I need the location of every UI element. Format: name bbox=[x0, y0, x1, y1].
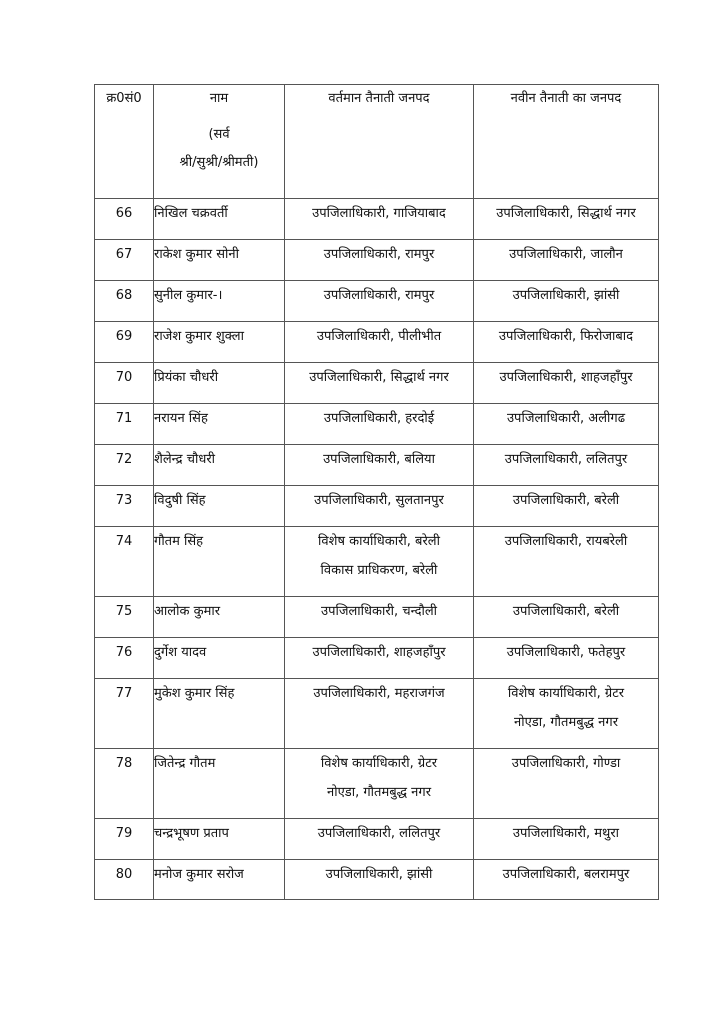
table-row bbox=[95, 597, 659, 638]
serial-number-cell bbox=[95, 486, 154, 527]
serial-number-cell bbox=[95, 445, 154, 486]
current-posting-line: उपजिलाधिकारी, रामपुर bbox=[323, 288, 435, 303]
officer-name-cell bbox=[154, 404, 285, 445]
new-posting-cell bbox=[474, 363, 659, 404]
serial-number: 75 bbox=[115, 604, 133, 619]
new-posting-line: उपजिलाधिकारी, रायबरेली bbox=[504, 534, 628, 549]
new-posting-line: उपजिलाधिकारी, अलीगढ bbox=[506, 411, 626, 426]
current-posting-line: विशेष कार्याधिकारी, बरेली bbox=[318, 534, 440, 549]
new-posting-cell bbox=[474, 638, 659, 679]
new-posting-cell bbox=[474, 404, 659, 445]
serial-number: 80 bbox=[115, 867, 133, 882]
new-posting-line: उपजिलाधिकारी, बरेली bbox=[512, 493, 620, 508]
officer-name: मुकेश कुमार सिंह bbox=[154, 686, 235, 701]
current-posting-line: विकास प्राधिकरण, बरेली bbox=[320, 563, 438, 578]
new-posting-line: विशेष कार्याधिकारी, ग्रेटर bbox=[507, 686, 625, 701]
serial-number-cell bbox=[95, 638, 154, 679]
serial-number: 74 bbox=[115, 534, 133, 549]
current-posting-line: उपजिलाधिकारी, हरदोई bbox=[323, 411, 435, 426]
officer-name-cell bbox=[154, 445, 285, 486]
serial-number: 67 bbox=[115, 247, 133, 262]
officer-name-cell bbox=[154, 322, 285, 363]
new-posting-cell bbox=[474, 749, 659, 819]
current-posting-cell bbox=[285, 281, 474, 322]
new-posting-line: उपजिलाधिकारी, शाहजहाँपुर bbox=[499, 370, 633, 385]
header-current-posting: वर्तमान तैनाती जनपद bbox=[285, 85, 474, 199]
officer-name-cell bbox=[154, 281, 285, 322]
serial-number: 73 bbox=[115, 493, 133, 508]
serial-number-cell bbox=[95, 199, 154, 240]
officer-name-cell bbox=[154, 819, 285, 860]
table-row bbox=[95, 199, 659, 240]
serial-number-cell bbox=[95, 819, 154, 860]
officer-name: मनोज कुमार सरोज bbox=[154, 867, 244, 882]
officer-name: प्रियंका चौधरी bbox=[154, 370, 219, 385]
officer-name-cell bbox=[154, 679, 285, 749]
serial-number: 72 bbox=[115, 452, 133, 467]
table-row bbox=[95, 860, 659, 900]
current-posting-cell bbox=[285, 597, 474, 638]
table-row bbox=[95, 819, 659, 860]
table-row bbox=[95, 363, 659, 404]
table-row bbox=[95, 638, 659, 679]
transfer-table bbox=[94, 84, 659, 900]
new-posting-line: उपजिलाधिकारी, ललितपुर bbox=[504, 452, 628, 467]
table-row bbox=[95, 404, 659, 445]
officer-name-cell bbox=[154, 199, 285, 240]
current-posting-cell bbox=[285, 322, 474, 363]
current-posting-line: विशेष कार्याधिकारी, ग्रेटर bbox=[320, 756, 438, 771]
officer-name-cell bbox=[154, 597, 285, 638]
header-name-line2: (सर्व bbox=[208, 127, 230, 142]
officer-name: सुनील कुमार-। bbox=[154, 288, 223, 303]
current-posting-line: उपजिलाधिकारी, सुलतानपुर bbox=[314, 493, 444, 508]
officer-name: विदुषी सिंह bbox=[154, 493, 206, 508]
officer-name: निखिल चक्रवर्ती bbox=[154, 206, 228, 221]
new-posting-cell bbox=[474, 486, 659, 527]
current-posting-cell bbox=[285, 404, 474, 445]
new-posting-line: उपजिलाधिकारी, गोण्डा bbox=[511, 756, 621, 771]
new-posting-cell bbox=[474, 281, 659, 322]
header-name bbox=[154, 85, 285, 199]
serial-number: 69 bbox=[115, 329, 133, 344]
table-row bbox=[95, 240, 659, 281]
officer-name-cell bbox=[154, 240, 285, 281]
current-posting-line: उपजिलाधिकारी, पीलीभीत bbox=[316, 329, 442, 344]
officer-name-cell bbox=[154, 860, 285, 900]
new-posting-line: उपजिलाधिकारी, बलरामपुर bbox=[502, 867, 630, 882]
new-posting-line: उपजिलाधिकारी, मथुरा bbox=[512, 826, 620, 841]
current-posting-line: उपजिलाधिकारी, रामपुर bbox=[323, 247, 435, 262]
serial-number-cell bbox=[95, 597, 154, 638]
new-posting-cell bbox=[474, 240, 659, 281]
table-row bbox=[95, 486, 659, 527]
serial-number: 68 bbox=[115, 288, 133, 303]
officer-name-cell bbox=[154, 527, 285, 597]
new-posting-line: उपजिलाधिकारी, बरेली bbox=[512, 604, 620, 619]
current-posting-cell bbox=[285, 638, 474, 679]
serial-number-cell bbox=[95, 363, 154, 404]
serial-number-cell bbox=[95, 404, 154, 445]
officer-name-cell bbox=[154, 486, 285, 527]
officer-name-cell bbox=[154, 363, 285, 404]
current-posting-line: उपजिलाधिकारी, बलिया bbox=[323, 452, 435, 467]
new-posting-line: उपजिलाधिकारी, जालौन bbox=[509, 247, 623, 262]
current-posting-line: उपजिलाधिकारी, झांसी bbox=[325, 867, 433, 882]
serial-number: 76 bbox=[115, 645, 133, 660]
current-posting-line: उपजिलाधिकारी, महराजगंज bbox=[313, 686, 445, 701]
table-body bbox=[95, 199, 659, 900]
serial-number-cell bbox=[95, 679, 154, 749]
table-row bbox=[95, 322, 659, 363]
current-posting-cell bbox=[285, 527, 474, 597]
new-posting-line: नोएडा, गौतमबुद्ध नगर bbox=[513, 715, 619, 730]
serial-number-cell bbox=[95, 322, 154, 363]
header-name-line1: नाम bbox=[209, 91, 229, 106]
current-posting-cell bbox=[285, 679, 474, 749]
header-serial-number: क्र0सं0 bbox=[95, 85, 154, 199]
new-posting-cell bbox=[474, 860, 659, 900]
current-posting-cell bbox=[285, 819, 474, 860]
current-posting-line: नोएडा, गौतमबुद्ध नगर bbox=[326, 785, 432, 800]
current-posting-cell bbox=[285, 749, 474, 819]
table-row bbox=[95, 281, 659, 322]
new-posting-cell bbox=[474, 819, 659, 860]
serial-number-cell bbox=[95, 749, 154, 819]
serial-number: 70 bbox=[115, 370, 133, 385]
table-row bbox=[95, 679, 659, 749]
table-row bbox=[95, 749, 659, 819]
new-posting-line: उपजिलाधिकारी, सिद्धार्थ नगर bbox=[496, 206, 636, 221]
officer-name: गौतम सिंह bbox=[154, 534, 204, 549]
officer-name: दुर्गेश यादव bbox=[154, 645, 207, 660]
new-posting-cell bbox=[474, 322, 659, 363]
current-posting-line: उपजिलाधिकारी, ललितपुर bbox=[317, 826, 441, 841]
table-header-row bbox=[95, 85, 659, 199]
header-new-posting: नवीन तैनाती का जनपद bbox=[474, 85, 659, 199]
current-posting-cell bbox=[285, 199, 474, 240]
serial-number-cell bbox=[95, 860, 154, 900]
new-posting-cell bbox=[474, 445, 659, 486]
current-posting-cell bbox=[285, 363, 474, 404]
new-posting-line: उपजिलाधिकारी, फतेहपुर bbox=[506, 645, 626, 660]
officer-name-cell bbox=[154, 638, 285, 679]
officer-name: जितेन्द्र गौतम bbox=[154, 756, 216, 771]
serial-number: 79 bbox=[115, 826, 133, 841]
table-row bbox=[95, 527, 659, 597]
officer-name: राजेश कुमार शुक्ला bbox=[154, 329, 244, 344]
officer-name: आलोक कुमार bbox=[154, 604, 221, 619]
current-posting-line: उपजिलाधिकारी, सिद्धार्थ नगर bbox=[309, 370, 449, 385]
officer-name: राकेश कुमार सोनी bbox=[154, 247, 239, 262]
header-name-line3: श्री/सुश्री/श्रीमती) bbox=[179, 155, 259, 170]
officer-name: नरायन सिंह bbox=[154, 411, 208, 426]
new-posting-line: उपजिलाधिकारी, फिरोजाबाद bbox=[498, 329, 634, 344]
current-posting-cell bbox=[285, 445, 474, 486]
current-posting-line: उपजिलाधिकारी, शाहजहाँपुर bbox=[312, 645, 446, 660]
current-posting-cell bbox=[285, 860, 474, 900]
serial-number: 78 bbox=[115, 756, 133, 771]
serial-number-cell bbox=[95, 240, 154, 281]
current-posting-line: उपजिलाधिकारी, चन्दौली bbox=[320, 604, 438, 619]
new-posting-cell bbox=[474, 679, 659, 749]
serial-number: 71 bbox=[115, 411, 133, 426]
current-posting-cell bbox=[285, 486, 474, 527]
serial-number-cell bbox=[95, 527, 154, 597]
officer-name-cell bbox=[154, 749, 285, 819]
current-posting-line: उपजिलाधिकारी, गाजियाबाद bbox=[312, 206, 446, 221]
serial-number: 77 bbox=[115, 686, 133, 701]
serial-number-cell bbox=[95, 281, 154, 322]
new-posting-cell bbox=[474, 597, 659, 638]
officer-name: चन्द्रभूषण प्रताप bbox=[154, 826, 229, 841]
table-row bbox=[95, 445, 659, 486]
new-posting-cell bbox=[474, 527, 659, 597]
new-posting-line: उपजिलाधिकारी, झांसी bbox=[512, 288, 620, 303]
current-posting-cell bbox=[285, 240, 474, 281]
serial-number: 66 bbox=[115, 206, 133, 221]
new-posting-cell bbox=[474, 199, 659, 240]
officer-name: शैलेन्द्र चौधरी bbox=[154, 452, 216, 467]
